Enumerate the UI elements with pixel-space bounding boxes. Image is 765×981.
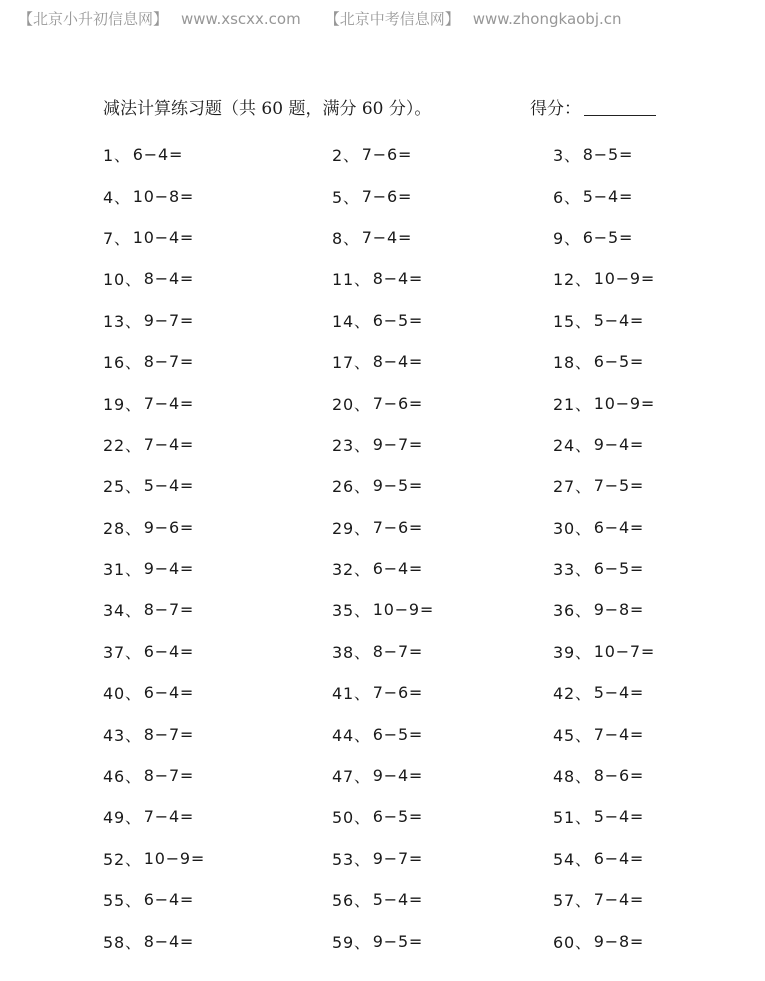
problem-item	[553, 631, 713, 672]
problem-expression: 6−4=	[143, 683, 195, 703]
problem-number: 16、	[103, 353, 142, 373]
problem-expression: 6−4=	[132, 145, 184, 165]
problem-item	[103, 424, 332, 465]
site-header	[18, 8, 622, 30]
problem-item	[103, 713, 332, 754]
problem-expression: 7−6=	[372, 683, 424, 703]
problem-expression: 8−4=	[143, 931, 195, 951]
problem-expression: 8−7=	[372, 641, 424, 661]
worksheet-title: 减法计算练习题（共 60 题，满分 60 分）。	[103, 99, 432, 119]
problem-number: 30、	[553, 518, 592, 538]
problem-item	[103, 258, 332, 299]
problem-number: 21、	[553, 394, 592, 414]
problem-item	[103, 175, 332, 216]
problem-expression: 5−4=	[372, 890, 424, 910]
problem-number: 26、	[332, 477, 371, 497]
problem-item	[103, 465, 332, 506]
problem-expression: 5−4=	[593, 807, 645, 827]
problem-number: 5、	[332, 187, 360, 207]
problem-expression: 9−4=	[593, 434, 645, 454]
problem-item	[103, 134, 332, 175]
problem-number: 46、	[103, 767, 142, 787]
problem-expression: 6−4=	[143, 890, 195, 910]
problem-number: 43、	[103, 725, 142, 745]
problem-item	[332, 465, 553, 506]
problem-item	[332, 838, 553, 879]
problem-item	[553, 879, 713, 920]
problem-item	[553, 548, 713, 589]
problem-item	[553, 217, 713, 258]
problem-expression: 7−4=	[143, 393, 195, 413]
problem-expression: 7−4=	[593, 724, 645, 744]
problem-expression: 9−7=	[372, 848, 424, 868]
problem-number: 60、	[553, 932, 592, 952]
problem-expression: 9−8=	[593, 931, 645, 951]
problem-expression: 7−6=	[372, 517, 424, 537]
problem-item	[332, 424, 553, 465]
problem-expression: 7−6=	[361, 145, 413, 165]
problem-expression: 8−7=	[143, 600, 195, 620]
problem-item	[332, 217, 553, 258]
problem-number: 31、	[103, 560, 142, 580]
problem-number: 56、	[332, 891, 371, 911]
problem-item	[332, 796, 553, 837]
problem-item	[103, 631, 332, 672]
problem-expression: 8−7=	[143, 724, 195, 744]
problem-item	[332, 382, 553, 423]
problem-item	[332, 713, 553, 754]
problem-expression: 10−7=	[593, 641, 656, 661]
problem-number: 35、	[332, 601, 371, 621]
problem-expression: 6−5=	[372, 310, 424, 330]
problem-expression: 8−4=	[372, 352, 424, 372]
problem-number: 54、	[553, 849, 592, 869]
problem-expression: 7−6=	[372, 393, 424, 413]
problem-number: 53、	[332, 849, 371, 869]
problem-expression: 9−6=	[143, 517, 195, 537]
problem-item	[553, 424, 713, 465]
problem-expression: 5−4=	[593, 310, 645, 330]
problem-item	[553, 589, 713, 630]
problem-number: 57、	[553, 891, 592, 911]
problem-number: 59、	[332, 932, 371, 952]
problem-number: 23、	[332, 435, 371, 455]
problem-expression: 6−5=	[372, 724, 424, 744]
problem-expression: 9−4=	[143, 559, 195, 579]
problem-item	[553, 258, 713, 299]
problem-expression: 7−5=	[593, 476, 645, 496]
problem-item	[103, 672, 332, 713]
problem-item	[332, 631, 553, 672]
problem-item	[103, 838, 332, 879]
problem-expression: 6−5=	[593, 352, 645, 372]
problem-item	[332, 134, 553, 175]
problem-number: 36、	[553, 601, 592, 621]
problem-number: 50、	[332, 808, 371, 828]
problem-number: 51、	[553, 808, 592, 828]
problem-item	[332, 672, 553, 713]
problem-item	[332, 548, 553, 589]
problem-number: 45、	[553, 725, 592, 745]
problem-expression: 7−4=	[361, 227, 413, 247]
problem-item	[103, 382, 332, 423]
problem-number: 8、	[332, 228, 360, 248]
problem-item	[332, 175, 553, 216]
problem-expression: 8−4=	[372, 269, 424, 289]
problem-expression: 6−4=	[372, 559, 424, 579]
problem-number: 55、	[103, 891, 142, 911]
problem-number: 15、	[553, 311, 592, 331]
problem-expression: 9−5=	[372, 931, 424, 951]
problem-item	[103, 548, 332, 589]
problem-item	[103, 507, 332, 548]
problem-expression: 9−5=	[372, 476, 424, 496]
problem-expression: 6−4=	[593, 848, 645, 868]
problem-expression: 7−4=	[593, 890, 645, 910]
problem-number: 29、	[332, 518, 371, 538]
problem-item	[553, 672, 713, 713]
problem-number: 32、	[332, 560, 371, 580]
problem-expression: 6−5=	[582, 227, 634, 247]
site1-label: 【北京小升初信息网】	[18, 10, 169, 28]
problem-item	[332, 589, 553, 630]
problem-expression: 10−9=	[593, 269, 656, 289]
problem-item	[103, 589, 332, 630]
problem-expression: 7−4=	[143, 434, 195, 454]
problem-number: 7、	[103, 228, 131, 248]
site1-url: www.xscxx.com	[181, 10, 301, 28]
problem-number: 33、	[553, 560, 592, 580]
problem-number: 38、	[332, 642, 371, 662]
problem-item	[553, 713, 713, 754]
problem-item	[332, 341, 553, 382]
score-blank-line	[584, 101, 656, 116]
problem-item	[332, 879, 553, 920]
problem-number: 40、	[103, 684, 142, 704]
problem-number: 58、	[103, 932, 142, 952]
problem-number: 22、	[103, 435, 142, 455]
problem-expression: 9−8=	[593, 600, 645, 620]
problem-expression: 5−4=	[593, 683, 645, 703]
problem-item	[332, 507, 553, 548]
problem-item	[332, 300, 553, 341]
problem-number: 37、	[103, 642, 142, 662]
problem-item	[103, 920, 332, 961]
problem-number: 1、	[103, 146, 131, 166]
problem-expression: 10−8=	[132, 186, 195, 206]
problem-number: 47、	[332, 767, 371, 787]
problem-expression: 10−9=	[143, 848, 206, 868]
problem-expression: 9−7=	[143, 310, 195, 330]
score-label: 得分：	[530, 99, 581, 119]
problem-expression: 9−7=	[372, 434, 424, 454]
problem-number: 39、	[553, 642, 592, 662]
problem-number: 28、	[103, 518, 142, 538]
site2-url: www.zhongkaobj.cn	[472, 10, 622, 28]
problem-number: 3、	[553, 146, 581, 166]
problem-item	[103, 796, 332, 837]
problem-number: 11、	[332, 270, 371, 290]
problem-number: 9、	[553, 228, 581, 248]
problem-item	[553, 507, 713, 548]
problem-number: 6、	[553, 187, 581, 207]
problem-number: 34、	[103, 601, 142, 621]
problem-expression: 10−9=	[593, 393, 656, 413]
problem-item	[103, 300, 332, 341]
problem-number: 4、	[103, 187, 131, 207]
problem-item	[103, 755, 332, 796]
problem-item	[553, 382, 713, 423]
problem-expression: 9−4=	[372, 766, 424, 786]
site2-label: 【北京中考信息网】	[324, 10, 460, 28]
problem-number: 44、	[332, 725, 371, 745]
problem-expression: 10−9=	[372, 600, 435, 620]
problem-number: 18、	[553, 353, 592, 373]
problem-number: 25、	[103, 477, 142, 497]
problem-number: 20、	[332, 394, 371, 414]
problem-number: 12、	[553, 270, 592, 290]
problem-expression: 7−4=	[143, 807, 195, 827]
problem-item	[553, 134, 713, 175]
score-area	[530, 97, 656, 121]
problem-item	[553, 920, 713, 961]
problem-expression: 10−4=	[132, 227, 195, 247]
problem-item	[103, 879, 332, 920]
problem-expression: 8−7=	[143, 352, 195, 372]
problem-item	[332, 258, 553, 299]
problem-number: 27、	[553, 477, 592, 497]
problem-number: 41、	[332, 684, 371, 704]
problem-item	[553, 755, 713, 796]
problems-grid	[103, 134, 713, 962]
problem-expression: 5−4=	[582, 186, 634, 206]
problem-number: 52、	[103, 849, 142, 869]
problem-item	[553, 796, 713, 837]
problem-expression: 8−4=	[143, 269, 195, 289]
problem-item	[553, 465, 713, 506]
problem-expression: 8−5=	[582, 145, 634, 165]
problem-expression: 6−4=	[143, 641, 195, 661]
problem-number: 14、	[332, 311, 371, 331]
problem-number: 13、	[103, 311, 142, 331]
problem-number: 24、	[553, 435, 592, 455]
problem-expression: 5−4=	[143, 476, 195, 496]
problem-number: 19、	[103, 394, 142, 414]
problem-expression: 8−6=	[593, 766, 645, 786]
problem-number: 42、	[553, 684, 592, 704]
problem-item	[553, 300, 713, 341]
problem-item	[332, 920, 553, 961]
problem-item	[553, 838, 713, 879]
problem-number: 49、	[103, 808, 142, 828]
problem-expression: 7−6=	[361, 186, 413, 206]
problem-number: 17、	[332, 353, 371, 373]
problem-number: 10、	[103, 270, 142, 290]
problem-number: 48、	[553, 767, 592, 787]
problem-item	[103, 217, 332, 258]
problem-item	[332, 755, 553, 796]
problem-expression: 6−5=	[593, 559, 645, 579]
problem-expression: 6−5=	[372, 807, 424, 827]
problem-number: 2、	[332, 146, 360, 166]
problem-item	[553, 341, 713, 382]
problem-item	[553, 175, 713, 216]
problem-expression: 6−4=	[593, 517, 645, 537]
problem-expression: 8−7=	[143, 766, 195, 786]
problem-item	[103, 341, 332, 382]
